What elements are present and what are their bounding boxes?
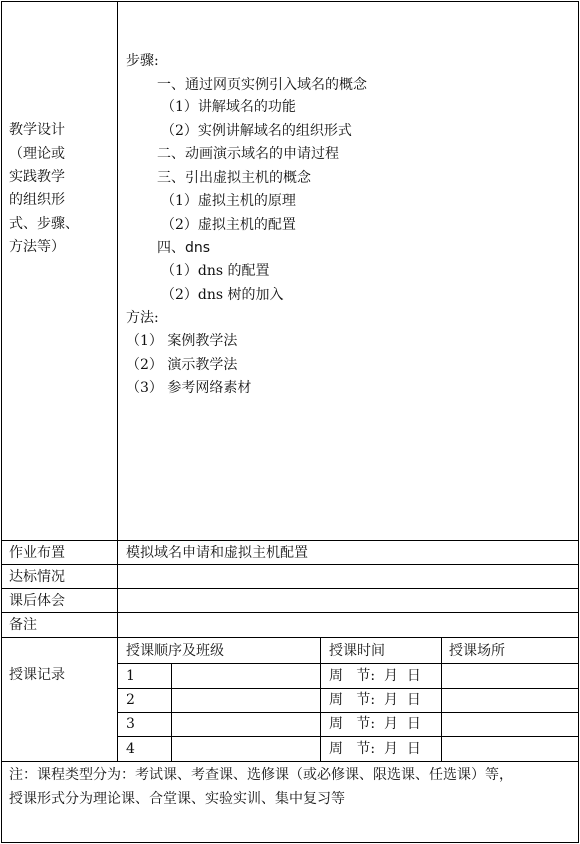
- methods-heading: 方法:: [126, 310, 159, 326]
- table-border-left: [1, 1, 2, 843]
- column-divider: [441, 637, 442, 761]
- homework-value: 模拟域名申请和虚拟主机配置: [126, 545, 308, 561]
- record-label: 授课记录: [9, 667, 65, 683]
- step-subitem: （1）讲解域名的功能: [161, 99, 296, 115]
- table-rule: [1, 540, 579, 541]
- table-rule: [1, 637, 579, 638]
- step-item: 二、动画演示域名的申请过程: [157, 146, 339, 162]
- design-label-line: 式、步骤、: [9, 216, 79, 232]
- design-label-line: 教学设计: [9, 122, 65, 138]
- design-label-line: 方法等）: [9, 239, 65, 255]
- record-row-number: 3: [126, 716, 135, 732]
- reflection-label: 课后体会: [9, 593, 65, 609]
- step-subitem: （2）dns 树的加入: [161, 287, 284, 303]
- steps-heading: 步骤:: [126, 53, 159, 69]
- record-row-time: 周 节: 月 日: [329, 741, 421, 757]
- design-label-line: 的组织形: [9, 192, 65, 208]
- record-header-place: 授课场所: [449, 643, 505, 659]
- table-rule: [1, 588, 579, 589]
- method-item: （3） 参考网络素材: [126, 380, 252, 396]
- table-rule: [1, 612, 579, 613]
- column-divider: [117, 1, 118, 761]
- method-item: （2） 演示教学法: [126, 357, 238, 373]
- record-row-time: 周 节: 月 日: [329, 668, 421, 684]
- record-row-time: 周 节: 月 日: [329, 692, 421, 708]
- record-header-order: 授课顺序及班级: [126, 643, 224, 659]
- footnote-line: 注：课程类型分为：考试课、考查课、选修课（或必修课、限选课、任选课）等，: [9, 767, 513, 783]
- record-row-number: 4: [126, 741, 135, 757]
- method-item: （1） 案例教学法: [126, 333, 238, 349]
- record-header-time: 授课时间: [329, 643, 385, 659]
- table-border-right: [578, 1, 579, 843]
- table-border-bottom: [1, 842, 579, 843]
- step-item: 一、通过网页实例引入域名的概念: [157, 77, 367, 93]
- column-divider: [171, 663, 172, 761]
- standard-label: 达标情况: [9, 569, 65, 585]
- record-row-number: 1: [126, 668, 135, 684]
- design-label-line: 实践教学: [9, 169, 65, 185]
- step-item: 三、引出虚拟主机的概念: [157, 170, 311, 186]
- step-subitem: （1）dns 的配置: [161, 263, 270, 279]
- table-rule: [1, 564, 579, 565]
- table-border-top: [1, 1, 579, 2]
- step-subitem: （1）虚拟主机的原理: [161, 193, 296, 209]
- record-row-number: 2: [126, 692, 135, 708]
- footnote-line: 授课形式分为理论课、合堂课、实验实训、集中复习等: [9, 791, 345, 807]
- table-rule: [117, 688, 579, 689]
- column-divider: [320, 637, 321, 761]
- step-subitem: （2）实例讲解域名的组织形式: [161, 123, 352, 139]
- record-row-time: 周 节: 月 日: [329, 716, 421, 732]
- step-item: 四、dns: [157, 240, 211, 256]
- table-rule: [1, 761, 579, 762]
- homework-label: 作业布置: [9, 545, 65, 561]
- step-subitem: （2）虚拟主机的配置: [161, 217, 296, 233]
- design-label-line: （理论或: [9, 146, 65, 162]
- table-rule: [117, 712, 579, 713]
- table-rule: [117, 736, 579, 737]
- table-rule: [117, 663, 579, 664]
- remarks-label: 备注: [9, 617, 37, 633]
